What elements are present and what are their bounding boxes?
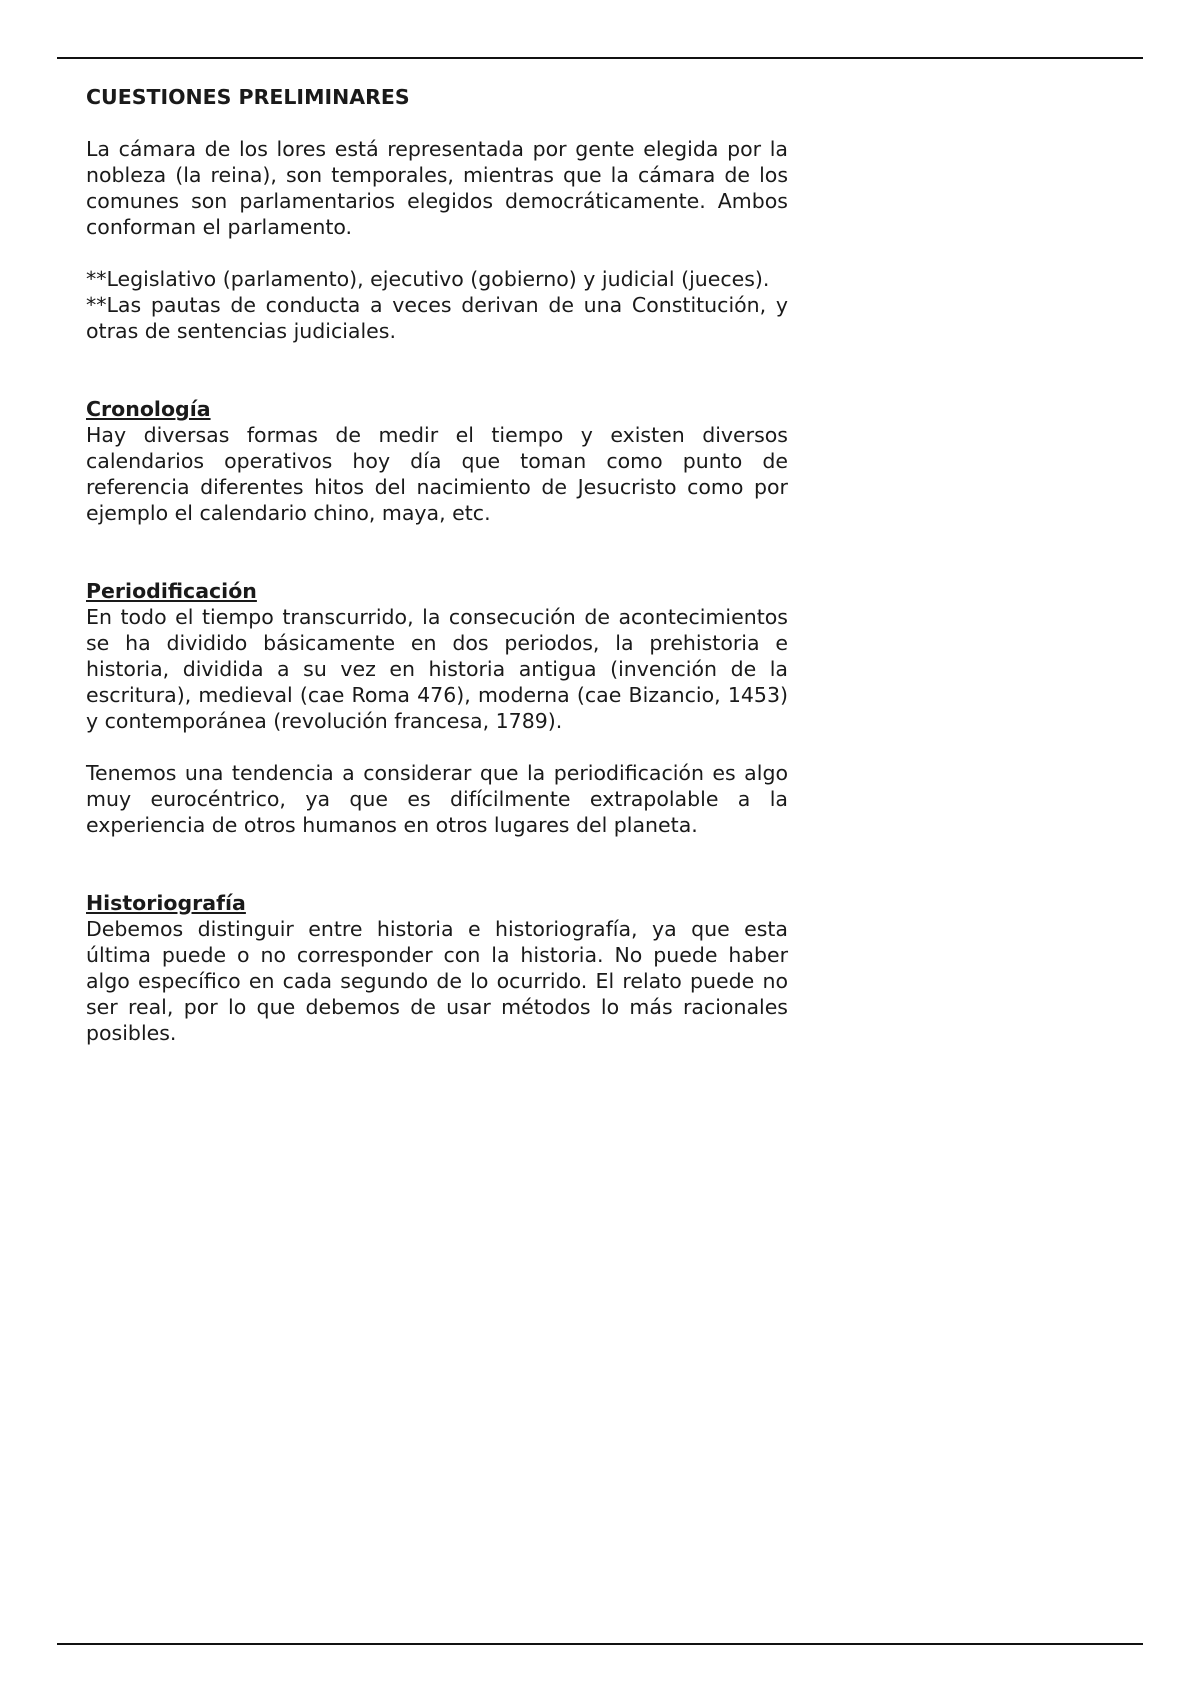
document-title: CUESTIONES PRELIMINARES — [86, 85, 410, 109]
intro-note-conduct: **Las pautas de conducta a veces derivan de una Constitución, y otras de sentencias judiciales. — [86, 293, 788, 343]
spacer — [86, 344, 788, 396]
intro-paragraph: La cámara de los lores está representada por gente elegida por la nobleza (la reina), son temporales, mientras que la cámara de los comunes son parlamentarios elegidos democráticamente. Ambos conforman el parlamento. — [86, 137, 788, 239]
document-body — [86, 84, 788, 1046]
header-rule — [57, 57, 1143, 59]
footer-rule — [57, 1643, 1143, 1645]
section-paragraph: Tenemos una tendencia a considerar que la periodificación es algo muy eurocéntrico, ya que es difícilmente extrapolable a la experiencia de otros humanos en otros lugares del planeta. — [86, 761, 788, 837]
spacer — [86, 526, 788, 578]
spacer — [86, 734, 788, 760]
section-paragraph: Hay diversas formas de medir el tiempo y existen diversos calendarios operativos hoy día que toman como punto de referencia diferentes hitos del nacimiento de Jesucristo como por ejemplo el calendario chino, maya, etc. — [86, 423, 788, 525]
intro-note-powers: **Legislativo (parlamento), ejecutivo (gobierno) y judicial (jueces). — [86, 267, 770, 291]
spacer — [86, 838, 788, 890]
section-paragraph: En todo el tiempo transcurrido, la consecución de acontecimientos se ha dividido básicamente en dos periodos, la prehistoria e historia, dividida a su vez en historia antigua (invención de la escritura), medieval (cae Roma 476), moderna (cae Bizancio, 1453) y contemporánea (revolución francesa, 1789). — [86, 605, 788, 733]
section-heading-cronologia: Cronología — [86, 397, 211, 421]
section-heading-periodificacion: Periodificación — [86, 579, 257, 603]
spacer — [86, 240, 788, 266]
section-paragraph: Debemos distinguir entre historia e historiografía, ya que esta última puede o no corresponder con la historia. No puede haber algo específico en cada segundo de lo ocurrido. El relato puede no ser real, por lo que debemos de usar métodos lo más racionales posibles. — [86, 917, 788, 1045]
section-heading-historiografia: Historiografía — [86, 891, 246, 915]
